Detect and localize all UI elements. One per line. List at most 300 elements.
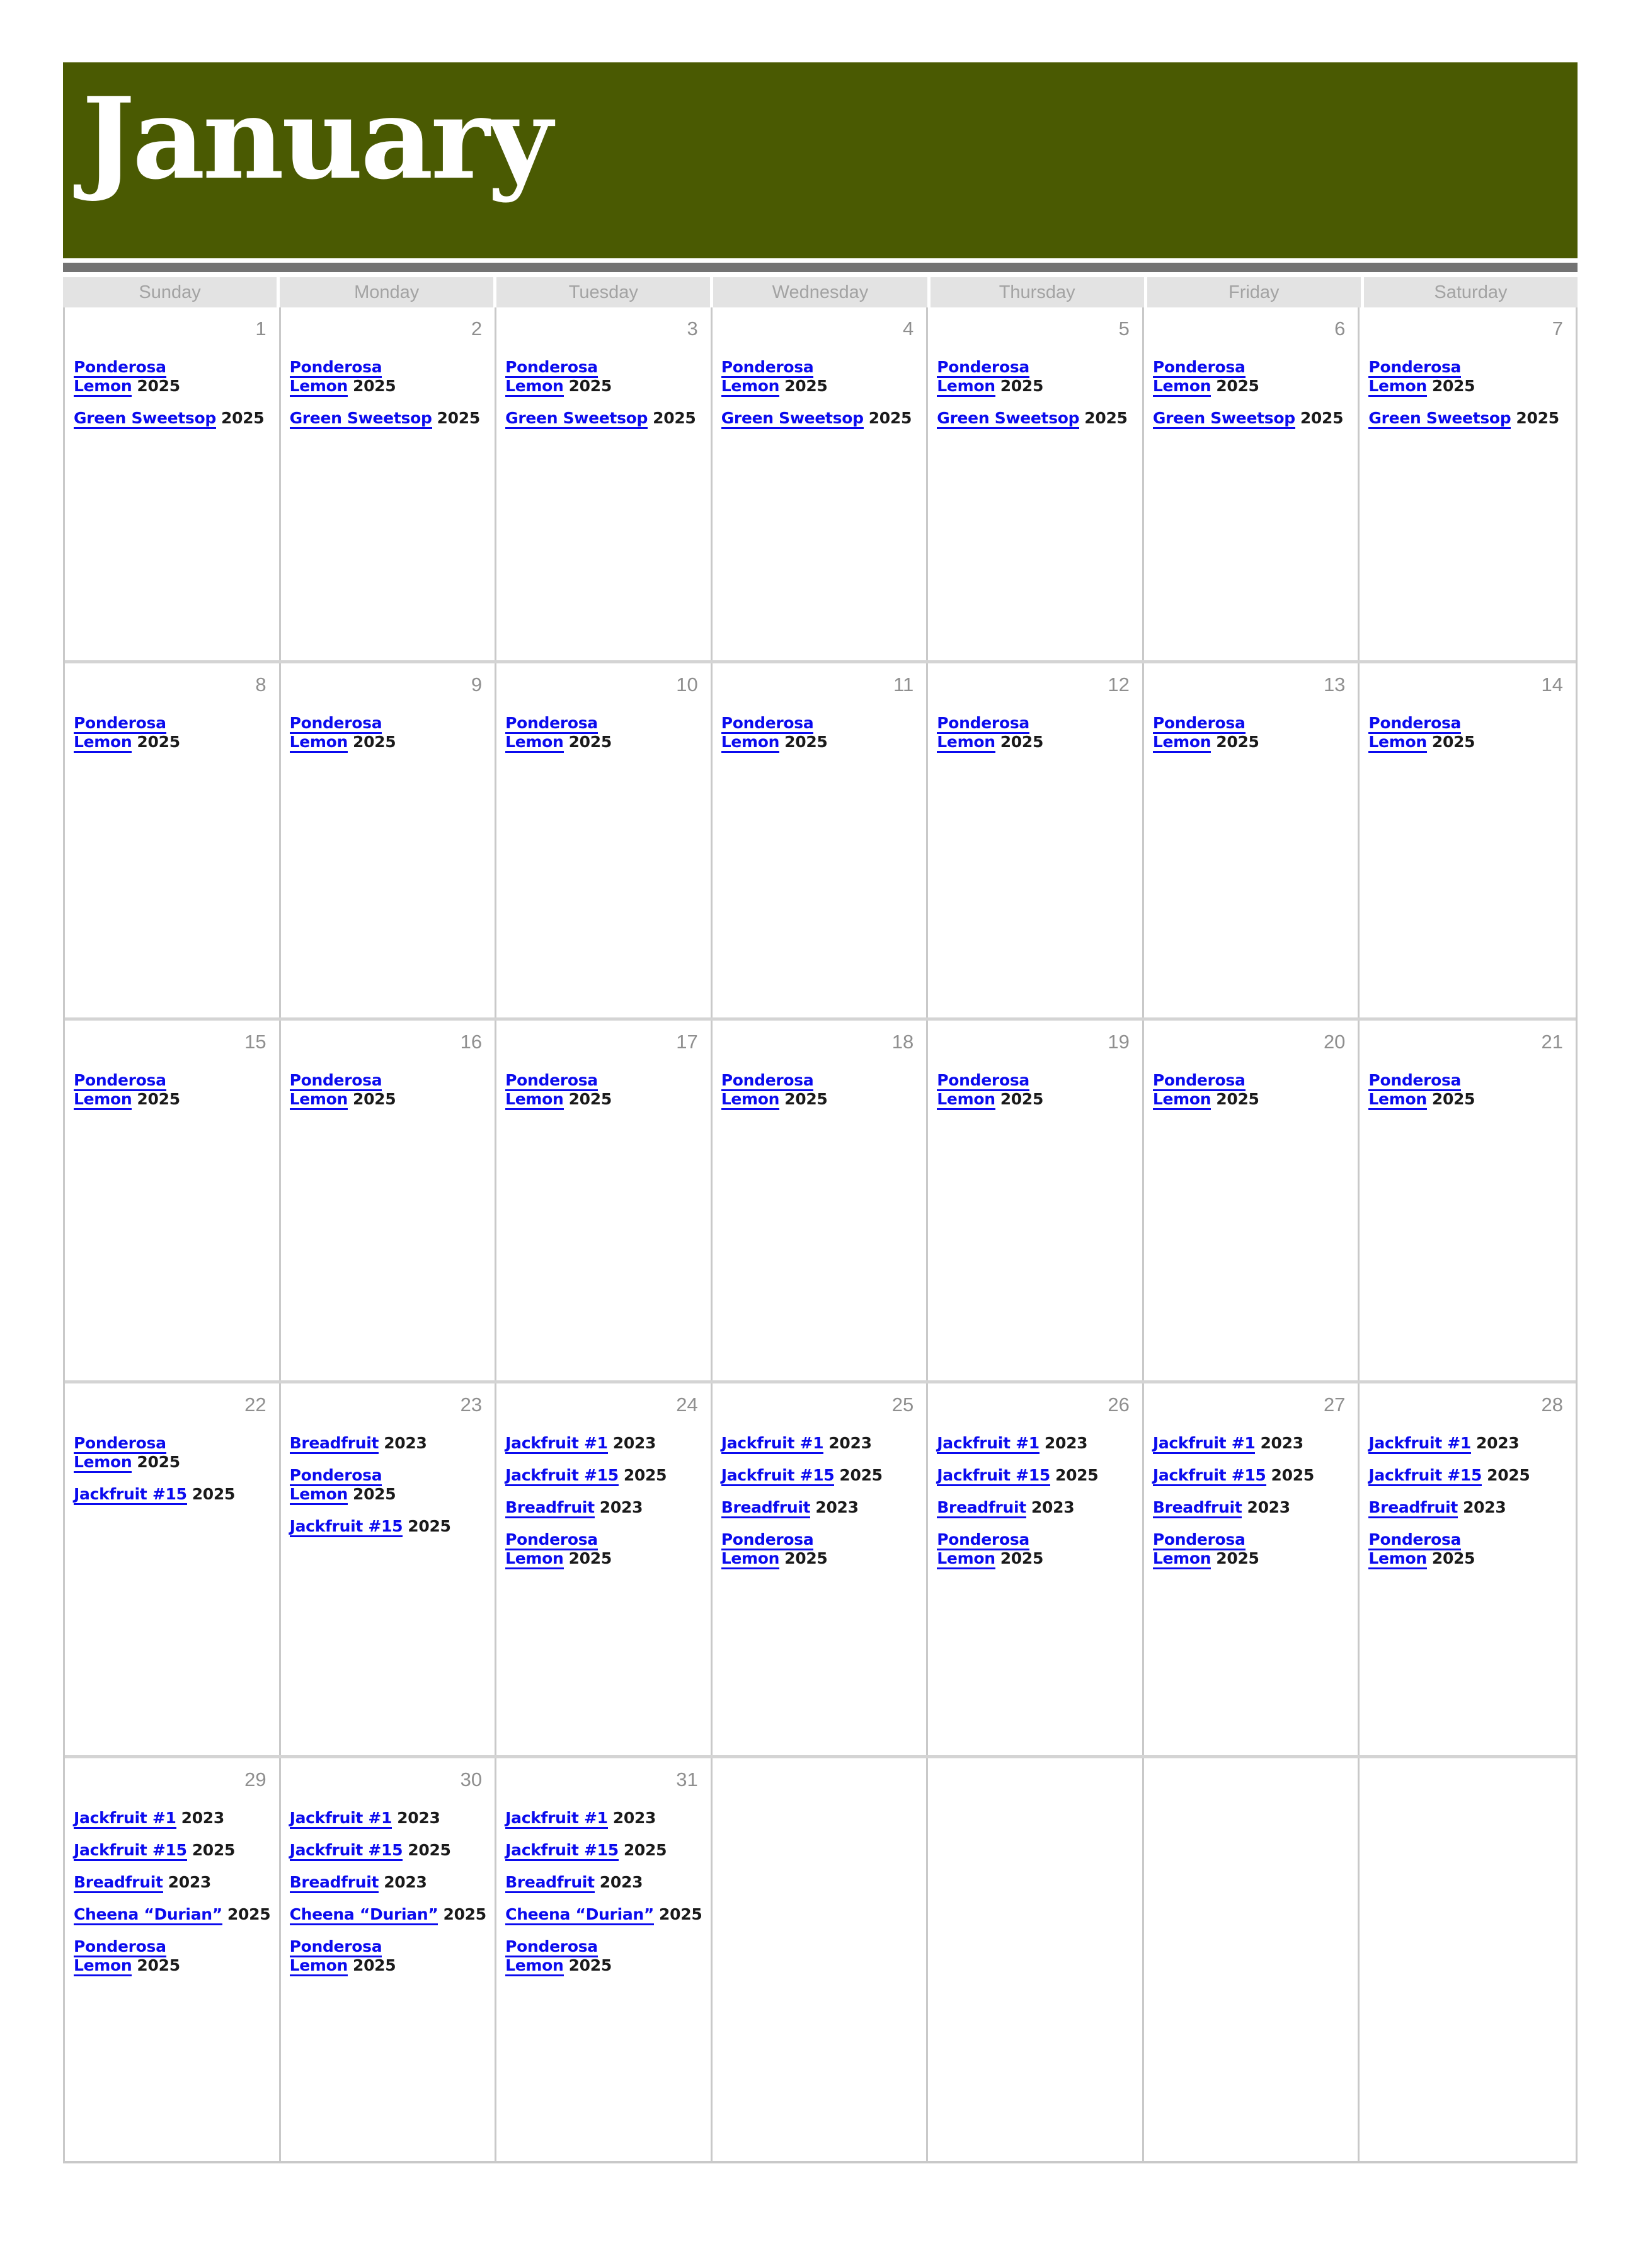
day-number: 7	[1552, 318, 1563, 340]
day-number: 6	[1334, 318, 1346, 340]
calendar-event	[74, 1434, 273, 1472]
calendar-grid	[63, 307, 1578, 2163]
event-link[interactable]: Ponderosa Lemon	[721, 714, 814, 753]
calendar-event	[1368, 409, 1569, 428]
calendar-event	[290, 1809, 489, 1828]
event-link[interactable]: Jackfruit #15	[1368, 1466, 1482, 1486]
day-cell	[1360, 1021, 1576, 1380]
event-list	[1153, 697, 1352, 752]
event-link[interactable]: Ponderosa Lemon	[505, 1071, 598, 1110]
event-link[interactable]: Jackfruit #15	[505, 1841, 619, 1861]
day-cell	[713, 1021, 929, 1380]
event-link[interactable]: Ponderosa Lemon	[1153, 1530, 1246, 1569]
calendar-event	[937, 1466, 1136, 1485]
day-cell	[713, 663, 929, 1017]
calendar-event	[74, 1809, 273, 1828]
day-number: 31	[676, 1768, 698, 1790]
event-link[interactable]: Ponderosa Lemon	[505, 1530, 598, 1569]
calendar-event	[505, 1530, 704, 1568]
weekday-header-friday: Friday	[1147, 277, 1361, 307]
event-year: 2023	[599, 1873, 643, 1891]
day-cell	[928, 663, 1144, 1017]
event-link[interactable]: Jackfruit #1	[74, 1809, 176, 1829]
event-year: 2025	[443, 1905, 486, 1923]
event-link[interactable]: Ponderosa Lemon	[290, 714, 382, 753]
event-year: 2025	[1000, 377, 1044, 395]
event-year: 2025	[784, 377, 828, 395]
event-list	[505, 697, 704, 752]
day-cell	[65, 663, 281, 1017]
event-year: 2025	[1271, 1466, 1314, 1484]
day-number: 4	[903, 318, 914, 340]
event-link[interactable]: Jackfruit #1	[937, 1434, 1040, 1454]
event-year: 2025	[784, 1090, 828, 1108]
event-link[interactable]: Jackfruit #15	[290, 1841, 403, 1861]
event-link[interactable]: Jackfruit #15	[74, 1485, 187, 1505]
day-number: 2	[471, 318, 483, 340]
day-number: 26	[1108, 1394, 1130, 1416]
event-link[interactable]: Jackfruit #15	[1153, 1466, 1266, 1486]
event-list	[74, 1418, 273, 1504]
calendar-event	[74, 714, 273, 752]
calendar-event	[290, 1905, 489, 1924]
event-year: 2025	[839, 1466, 883, 1484]
event-link[interactable]: Ponderosa Lemon	[937, 1071, 1029, 1110]
day-cell	[65, 1758, 281, 2161]
calendar-event	[1153, 358, 1352, 396]
day-cell	[281, 1383, 497, 1755]
day-cell	[65, 307, 281, 660]
weekday-header-thursday: Thursday	[931, 277, 1144, 307]
event-year: 2023	[168, 1873, 212, 1891]
event-year: 2025	[352, 377, 396, 395]
divider-bar	[63, 263, 1578, 272]
day-number: 14	[1541, 673, 1563, 696]
event-link[interactable]: Cheena “Durian”	[74, 1905, 222, 1925]
day-cell	[65, 1021, 281, 1380]
event-link[interactable]: Green Sweetsop	[74, 409, 216, 429]
event-year: 2025	[137, 1453, 180, 1471]
day-cell	[1144, 1758, 1360, 2161]
event-link[interactable]: Jackfruit #1	[505, 1434, 608, 1454]
event-list	[1153, 1418, 1352, 1568]
event-year: 2025	[1216, 1090, 1259, 1108]
event-link[interactable]: Jackfruit #15	[937, 1466, 1050, 1486]
event-year: 2025	[653, 409, 696, 427]
day-cell	[496, 1758, 713, 2161]
calendar-event	[290, 1937, 489, 1975]
calendar-event	[505, 1841, 704, 1860]
event-year: 2025	[1000, 733, 1044, 751]
calendar-event	[721, 1071, 920, 1109]
day-number: 17	[676, 1031, 698, 1053]
event-link[interactable]: Ponderosa Lemon	[505, 1937, 598, 1976]
event-link[interactable]: Ponderosa Lemon	[505, 714, 598, 753]
event-year: 2025	[784, 1549, 828, 1567]
event-link[interactable]: Breadfruit	[937, 1498, 1026, 1518]
event-year: 2023	[397, 1809, 440, 1827]
event-year: 2025	[568, 1090, 612, 1108]
event-link[interactable]: Ponderosa Lemon	[937, 1530, 1029, 1569]
event-link[interactable]: Ponderosa Lemon	[1368, 1071, 1461, 1110]
event-year: 2025	[568, 377, 612, 395]
event-link[interactable]: Jackfruit #15	[74, 1841, 187, 1861]
day-cell	[1360, 307, 1576, 660]
event-year: 2025	[352, 1485, 396, 1503]
event-year: 2025	[623, 1841, 667, 1859]
event-list	[1368, 1418, 1569, 1568]
event-link[interactable]: Ponderosa Lemon	[1368, 358, 1461, 397]
day-number: 8	[255, 673, 266, 696]
event-year: 2025	[137, 377, 180, 395]
event-list	[290, 1792, 489, 1975]
event-year: 2025	[623, 1466, 667, 1484]
event-year: 2023	[1044, 1434, 1088, 1452]
day-cell	[928, 1758, 1144, 2161]
calendar-event	[290, 1841, 489, 1860]
day-cell	[281, 307, 497, 660]
event-link[interactable]: Ponderosa Lemon	[937, 714, 1029, 753]
event-link[interactable]: Ponderosa Lemon	[721, 358, 814, 397]
day-number: 15	[244, 1031, 266, 1053]
event-link[interactable]: Breadfruit	[721, 1498, 811, 1518]
event-link[interactable]: Jackfruit #15	[505, 1466, 619, 1486]
event-link[interactable]: Ponderosa Lemon	[290, 1071, 382, 1110]
day-number: 22	[244, 1394, 266, 1416]
day-cell	[1144, 1383, 1360, 1755]
event-list	[1368, 1055, 1569, 1109]
event-year: 2025	[1000, 1090, 1044, 1108]
event-link[interactable]: Green Sweetsop	[505, 409, 648, 429]
event-link[interactable]: Breadfruit	[505, 1498, 595, 1518]
day-cell	[496, 307, 713, 660]
calendar-event	[74, 1873, 273, 1892]
calendar-event	[74, 358, 273, 396]
day-number: 30	[460, 1768, 483, 1790]
event-year: 2023	[384, 1434, 427, 1452]
event-year: 2025	[659, 1905, 702, 1923]
calendar-event	[1153, 1530, 1352, 1568]
event-link[interactable]: Ponderosa Lemon	[74, 714, 166, 753]
day-cell	[1144, 1021, 1360, 1380]
event-list	[74, 1792, 273, 1975]
event-link[interactable]: Ponderosa Lemon	[1153, 714, 1246, 753]
event-year: 2025	[1431, 1549, 1475, 1567]
event-link[interactable]: Green Sweetsop	[1368, 409, 1511, 429]
event-list	[1368, 341, 1569, 428]
event-list	[721, 1418, 920, 1568]
week-row	[65, 307, 1576, 660]
event-year: 2025	[1516, 409, 1559, 427]
event-list	[937, 1792, 1136, 1809]
day-cell	[496, 663, 713, 1017]
event-link[interactable]: Green Sweetsop	[937, 409, 1079, 429]
event-list	[74, 341, 273, 428]
month-title: January	[82, 72, 550, 204]
day-number: 21	[1541, 1031, 1563, 1053]
event-link[interactable]: Jackfruit #1	[721, 1434, 824, 1454]
event-link[interactable]: Ponderosa Lemon	[721, 1530, 814, 1569]
day-number: 3	[687, 318, 698, 340]
event-list	[721, 1055, 920, 1109]
event-year: 2025	[1431, 733, 1475, 751]
event-year: 2023	[1260, 1434, 1303, 1452]
event-link[interactable]: Ponderosa Lemon	[505, 358, 598, 397]
day-number: 19	[1108, 1031, 1130, 1053]
day-cell	[1144, 663, 1360, 1017]
event-link[interactable]: Green Sweetsop	[1153, 409, 1295, 429]
event-list	[1153, 341, 1352, 428]
event-link[interactable]: Ponderosa Lemon	[937, 358, 1029, 397]
calendar-event	[74, 1485, 273, 1504]
event-link[interactable]: Cheena “Durian”	[290, 1905, 438, 1925]
day-number: 11	[893, 673, 914, 696]
day-number: 27	[1323, 1394, 1346, 1416]
calendar-event	[937, 1071, 1136, 1109]
day-number: 24	[676, 1394, 698, 1416]
calendar-event	[1368, 1530, 1569, 1568]
calendar-event	[505, 1071, 704, 1109]
day-cell	[65, 1383, 281, 1755]
event-year: 2025	[137, 1090, 180, 1108]
calendar-event	[937, 714, 1136, 752]
event-year: 2023	[1247, 1498, 1290, 1516]
day-number: 9	[471, 673, 483, 696]
day-cell	[928, 1021, 1144, 1380]
calendar-event	[721, 1434, 920, 1453]
event-year: 2025	[408, 1517, 451, 1535]
calendar-event	[290, 1517, 489, 1536]
calendar-event	[937, 1530, 1136, 1568]
calendar-event	[721, 358, 920, 396]
day-cell	[1360, 1758, 1576, 2161]
event-link[interactable]: Cheena “Durian”	[505, 1905, 654, 1925]
day-number: 12	[1108, 673, 1130, 696]
day-cell	[713, 1758, 929, 2161]
calendar-event	[505, 358, 704, 396]
event-list	[290, 1418, 489, 1536]
day-number	[721, 1765, 920, 1792]
event-link[interactable]: Green Sweetsop	[290, 409, 432, 429]
weekday-header-saturday: Saturday	[1364, 277, 1578, 307]
calendar-event	[290, 714, 489, 752]
event-list	[937, 1055, 1136, 1109]
event-link[interactable]: Breadfruit	[505, 1873, 595, 1893]
event-year: 2025	[192, 1485, 236, 1503]
event-year: 2023	[1463, 1498, 1506, 1516]
calendar-event	[505, 714, 704, 752]
day-number: 5	[1118, 318, 1130, 340]
event-list	[290, 1055, 489, 1109]
calendar-event	[1153, 1498, 1352, 1517]
day-cell	[1144, 307, 1360, 660]
calendar-event	[1368, 1466, 1569, 1485]
event-link[interactable]: Ponderosa Lemon	[290, 1937, 382, 1976]
event-year: 2025	[227, 1905, 271, 1923]
weekday-header-sunday: Sunday	[63, 277, 277, 307]
event-year: 2025	[868, 409, 912, 427]
event-link[interactable]: Ponderosa Lemon	[1368, 1530, 1461, 1569]
calendar-event	[505, 1905, 704, 1924]
calendar-event	[290, 1466, 489, 1504]
event-year: 2023	[1476, 1434, 1520, 1452]
day-number: 23	[460, 1394, 483, 1416]
event-link[interactable]: Ponderosa Lemon	[74, 1071, 166, 1110]
event-year: 2023	[828, 1434, 872, 1452]
week-row	[65, 1017, 1576, 1380]
event-list	[1368, 1792, 1569, 1809]
calendar-page	[63, 62, 1578, 2163]
event-year: 2025	[1055, 1466, 1099, 1484]
event-year: 2025	[568, 1956, 612, 1974]
event-year: 2025	[784, 733, 828, 751]
day-cell	[281, 1021, 497, 1380]
event-year: 2025	[1431, 377, 1475, 395]
event-list	[937, 341, 1136, 428]
event-year: 2023	[181, 1809, 224, 1827]
calendar-event	[290, 409, 489, 428]
event-list	[505, 1418, 704, 1568]
calendar-event	[1153, 1434, 1352, 1453]
event-link[interactable]: Jackfruit #1	[505, 1809, 608, 1829]
event-link[interactable]: Ponderosa Lemon	[1368, 714, 1461, 753]
event-year: 2025	[352, 1090, 396, 1108]
event-list	[505, 1055, 704, 1109]
weekday-header-monday: Monday	[280, 277, 493, 307]
calendar-event	[290, 1873, 489, 1892]
day-cell	[928, 307, 1144, 660]
day-cell	[928, 1383, 1144, 1755]
event-link[interactable]: Jackfruit #1	[1153, 1434, 1256, 1454]
event-link[interactable]: Jackfruit #1	[1368, 1434, 1471, 1454]
event-year: 2025	[1487, 1466, 1530, 1484]
event-year: 2023	[815, 1498, 859, 1516]
calendar-event	[1153, 714, 1352, 752]
calendar-event	[721, 1498, 920, 1517]
calendar-event	[1368, 1498, 1569, 1517]
day-number: 20	[1323, 1031, 1346, 1053]
event-link[interactable]: Ponderosa Lemon	[1153, 358, 1246, 397]
event-link[interactable]: Ponderosa Lemon	[74, 1937, 166, 1976]
week-row	[65, 1755, 1576, 2161]
event-link[interactable]: Ponderosa Lemon	[74, 1434, 166, 1473]
calendar-event	[1153, 409, 1352, 428]
event-year: 2025	[568, 1549, 612, 1567]
event-year: 2025	[437, 409, 480, 427]
event-list	[937, 697, 1136, 752]
day-number: 18	[891, 1031, 914, 1053]
event-year: 2023	[599, 1498, 643, 1516]
calendar-event	[1368, 1434, 1569, 1453]
day-cell	[496, 1021, 713, 1380]
calendar-event	[1368, 1071, 1569, 1109]
event-year: 2025	[1216, 733, 1259, 751]
event-link[interactable]: Green Sweetsop	[721, 409, 864, 429]
calendar-event	[505, 1466, 704, 1485]
weekday-header-wednesday: Wednesday	[713, 277, 927, 307]
event-list	[721, 1792, 920, 1809]
event-list	[721, 697, 920, 752]
event-link[interactable]: Breadfruit	[1368, 1498, 1458, 1518]
event-link[interactable]: Jackfruit #1	[290, 1809, 392, 1829]
day-cell	[1360, 1383, 1576, 1755]
calendar-event	[721, 714, 920, 752]
event-list	[937, 1418, 1136, 1568]
event-list	[1153, 1792, 1352, 1809]
event-year: 2023	[1031, 1498, 1075, 1516]
month-banner	[63, 62, 1578, 258]
event-list	[1153, 1055, 1352, 1109]
event-year: 2023	[384, 1873, 427, 1891]
day-number: 13	[1323, 673, 1346, 696]
event-year: 2025	[568, 733, 612, 751]
event-link[interactable]: Ponderosa Lemon	[74, 358, 166, 397]
event-year: 2025	[352, 733, 396, 751]
event-link[interactable]: Ponderosa Lemon	[721, 1071, 814, 1110]
calendar-event	[74, 409, 273, 428]
calendar-event	[505, 1873, 704, 1892]
event-link[interactable]: Breadfruit	[74, 1873, 163, 1893]
calendar-event	[74, 1937, 273, 1975]
day-number: 25	[891, 1394, 914, 1416]
event-year: 2025	[1000, 1549, 1044, 1567]
event-year: 2023	[612, 1809, 656, 1827]
event-link[interactable]: Breadfruit	[290, 1873, 379, 1893]
week-row	[65, 660, 1576, 1017]
event-list	[74, 1055, 273, 1109]
calendar-event	[721, 1466, 920, 1485]
week-row	[65, 1380, 1576, 1755]
calendar-event	[505, 1809, 704, 1828]
calendar-event	[505, 1937, 704, 1975]
event-list	[505, 1792, 704, 1975]
event-link[interactable]: Ponderosa Lemon	[290, 358, 382, 397]
calendar-event	[937, 1434, 1136, 1453]
event-list	[1368, 697, 1569, 752]
day-number: 10	[676, 673, 698, 696]
event-year: 2025	[1084, 409, 1128, 427]
calendar-event	[937, 1498, 1136, 1517]
event-link[interactable]: Jackfruit #15	[721, 1466, 835, 1486]
event-year: 2023	[612, 1434, 656, 1452]
day-number	[937, 1765, 1136, 1792]
event-list	[505, 341, 704, 428]
day-cell	[713, 1383, 929, 1755]
day-number: 28	[1541, 1394, 1563, 1416]
event-list	[721, 341, 920, 428]
calendar-event	[74, 1071, 273, 1109]
calendar-event	[1368, 714, 1569, 752]
day-number	[1153, 1765, 1352, 1792]
calendar-event	[721, 409, 920, 428]
event-link[interactable]: Ponderosa Lemon	[1153, 1071, 1246, 1110]
calendar-event	[937, 358, 1136, 396]
day-number: 16	[460, 1031, 483, 1053]
event-list	[290, 697, 489, 752]
calendar-event	[505, 1434, 704, 1453]
event-link[interactable]: Jackfruit #15	[290, 1517, 403, 1537]
event-link[interactable]: Ponderosa Lemon	[290, 1466, 382, 1505]
event-year: 2025	[192, 1841, 236, 1859]
day-cell	[496, 1383, 713, 1755]
event-link[interactable]: Breadfruit	[290, 1434, 379, 1454]
event-link[interactable]: Breadfruit	[1153, 1498, 1242, 1518]
calendar-event	[721, 1530, 920, 1568]
calendar-event	[505, 409, 704, 428]
event-year: 2025	[408, 1841, 451, 1859]
event-year: 2025	[1216, 1549, 1259, 1567]
event-year: 2025	[137, 1956, 180, 1974]
